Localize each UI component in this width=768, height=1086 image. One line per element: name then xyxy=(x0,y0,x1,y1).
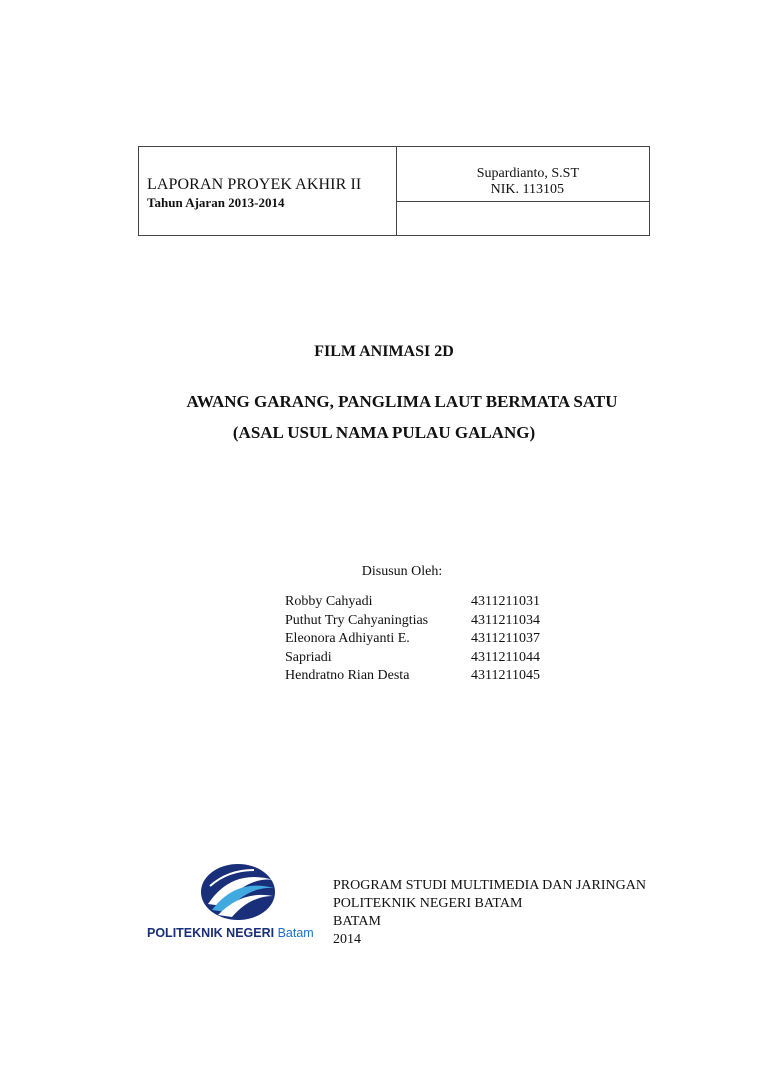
author-name: Robby Cahyadi xyxy=(285,594,373,609)
academic-year: Tahun Ajaran 2013-2014 xyxy=(147,195,285,210)
author-row xyxy=(285,594,585,613)
report-header-table xyxy=(138,146,650,236)
author-name: Sapriadi xyxy=(285,649,332,665)
author-nim: 4311211034 xyxy=(471,612,540,628)
author-nim: 4311211044 xyxy=(471,649,540,665)
supervisor-name: Supardianto, S.ST xyxy=(476,166,579,181)
author-row xyxy=(285,613,585,632)
logo-wordmark xyxy=(147,926,314,940)
document-title: FILM ANIMASI 2D xyxy=(314,343,454,360)
author-row xyxy=(285,650,585,669)
prepared-by-label: Disusun Oleh: xyxy=(361,564,443,579)
supervisor-nik: NIK. 113105 xyxy=(490,182,564,197)
author-row xyxy=(285,631,585,650)
report-info-cell xyxy=(139,147,397,235)
logo-name: POLITEKNIK NEGERI xyxy=(147,926,275,940)
author-nim: 4311211045 xyxy=(471,668,540,683)
institution-name: POLITEKNIK NEGERI BATAM xyxy=(333,896,523,911)
supervisor-cell xyxy=(397,147,649,202)
author-row xyxy=(285,668,585,687)
document-subtitle-origin: (ASAL USUL NAMA PULAU GALANG) xyxy=(232,423,536,442)
author-name: Eleonora Adhiyanti E. xyxy=(285,631,410,646)
author-list xyxy=(285,594,585,687)
author-name: Hendratno Rian Desta xyxy=(285,668,410,683)
document-subtitle: AWANG GARANG, PANGLIMA LAUT BERMATA SATU xyxy=(186,392,618,411)
logo-city: Batam xyxy=(277,926,314,940)
signature-cell xyxy=(397,202,649,235)
polibatam-emblem-icon xyxy=(140,862,330,926)
author-nim: 4311211031 xyxy=(471,594,540,609)
polibatam-logo xyxy=(140,862,330,946)
document-year: 2014 xyxy=(333,932,361,947)
author-nim: 4311211037 xyxy=(471,631,540,646)
author-name: Puthut Try Cahyaningtias xyxy=(285,612,429,628)
institution-block xyxy=(333,877,646,949)
report-title: LAPORAN PROYEK AKHIR II xyxy=(147,176,362,193)
study-program: PROGRAM STUDI MULTIMEDIA DAN JARINGAN xyxy=(333,878,646,893)
institution-city: BATAM xyxy=(333,914,381,929)
